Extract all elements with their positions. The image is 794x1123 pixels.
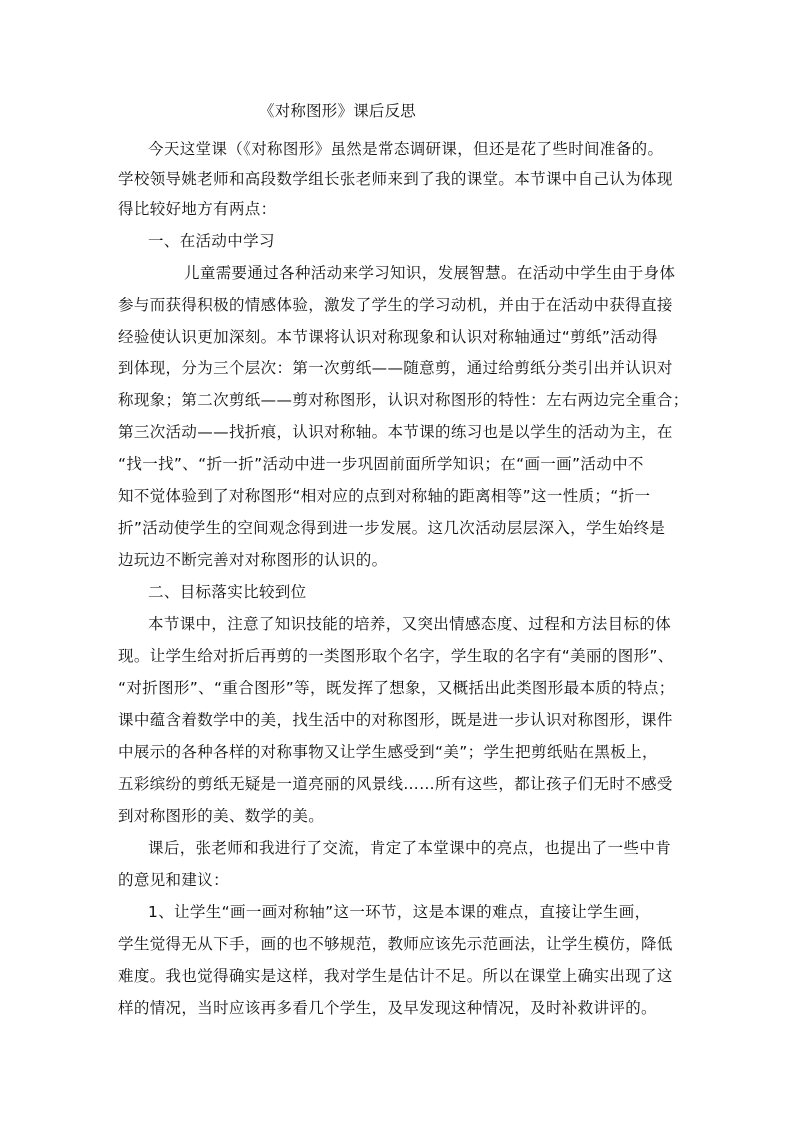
section-heading: 二、目标落实比较到位 — [148, 583, 307, 601]
paragraph-line: 边玩边不断完善对对称图形的认识的。 — [118, 551, 388, 569]
paragraph-line: 中展示的各种各样的对称事物又让学生感受到“美”；学生把剪纸贴在黑板上， — [118, 743, 658, 761]
paragraph-line: 样的情况，当时应该再多看几个学生，及早发现这种情况，及时补救讲评的。 — [118, 999, 657, 1017]
paragraph-line: 知不觉体验到了对称图形“相对应的点到对称轴的距离相等”这一性质；“折一 — [118, 487, 651, 505]
paragraph-line: 的意见和建议： — [118, 871, 229, 889]
section-heading: 一、在活动中学习 — [148, 232, 275, 250]
paragraph-line: 折”活动使学生的空间观念得到进一步发展。这几次活动层层深入，学生始终是 — [118, 519, 666, 537]
paragraph-line: 学生觉得无从下手，画的也不够规范，教师应该先示范画法，让学生模仿，降低 — [118, 935, 673, 953]
paragraph-line: 现。让学生给对折后再剪的一类图形取个名字，学生取的名字有“美丽的图形”、 — [118, 647, 674, 665]
paragraph-line: 五彩缤纷的剪纸无疑是一道亮丽的风景线……所有这些，都让孩子们无时不感受 — [118, 775, 673, 793]
paragraph-line: 难度。我也觉得确实是这样，我对学生是估计不足。所以在课堂上确实出现了这 — [118, 967, 673, 985]
paragraph-line: 参与而获得积极的情感体验，激发了学生的学习动机，并由于在活动中获得直接 — [118, 296, 673, 314]
paragraph-line: 今天这堂课（《对称图形》虽然是常态调研课，但还是花了些时间准备的。 — [148, 140, 664, 158]
paragraph-line: 到对称图形的美、数学的美。 — [118, 807, 325, 825]
document-title: 《对称图形》课后反思 — [259, 102, 417, 120]
paragraph-line: 称现象；第二次剪纸——剪对称图形，认识对称图形的特性：左右两边完全重合； — [118, 391, 689, 409]
numbered-item: 1、让学生“画一画对称轴”这一环节，这是本课的难点，直接让学生画， — [148, 903, 651, 921]
paragraph-line: “找一找”、“折一折”活动中进一步巩固前面所学知识；在“画一画”活动中不 — [118, 455, 644, 473]
paragraph-line: 课后，张老师和我进行了交流，肯定了本堂课中的亮点，也提出了一些中肯 — [148, 839, 672, 857]
paragraph-line: 经验使认识更加深刻。本节课将认识对称现象和认识对称轴通过“剪纸”活动得 — [118, 328, 658, 346]
paragraph-line: “对折图形”、“重合图形”等，既发挥了想象，又概括出此类图形最本质的特点； — [118, 679, 675, 697]
paragraph-line: 学校领导姚老师和高段数学组长张老师来到了我的课堂。本节课中自己认为体现 — [118, 170, 673, 188]
paragraph-line: 本节课中，注意了知识技能的培养，又突出情感态度、过程和方法目标的体 — [148, 615, 672, 633]
paragraph-line: 到体现，分为三个层次：第一次剪纸——随意剪，通过给剪纸分类引出并认识对 — [118, 359, 673, 377]
paragraph-line: 儿童需要通过各种活动来学习知识，发展智慧。在活动中学生由于身体 — [184, 264, 676, 282]
paragraph-line: 第三次活动——找折痕，认识对称轴。本节课的练习也是以学生的活动为主，在 — [118, 423, 673, 441]
paragraph-line: 得比较好地方有两点： — [118, 200, 277, 218]
paragraph-line: 课中蕴含着数学中的美，找生活中的对称图形，既是进一步认识对称图形，课件 — [118, 711, 673, 729]
